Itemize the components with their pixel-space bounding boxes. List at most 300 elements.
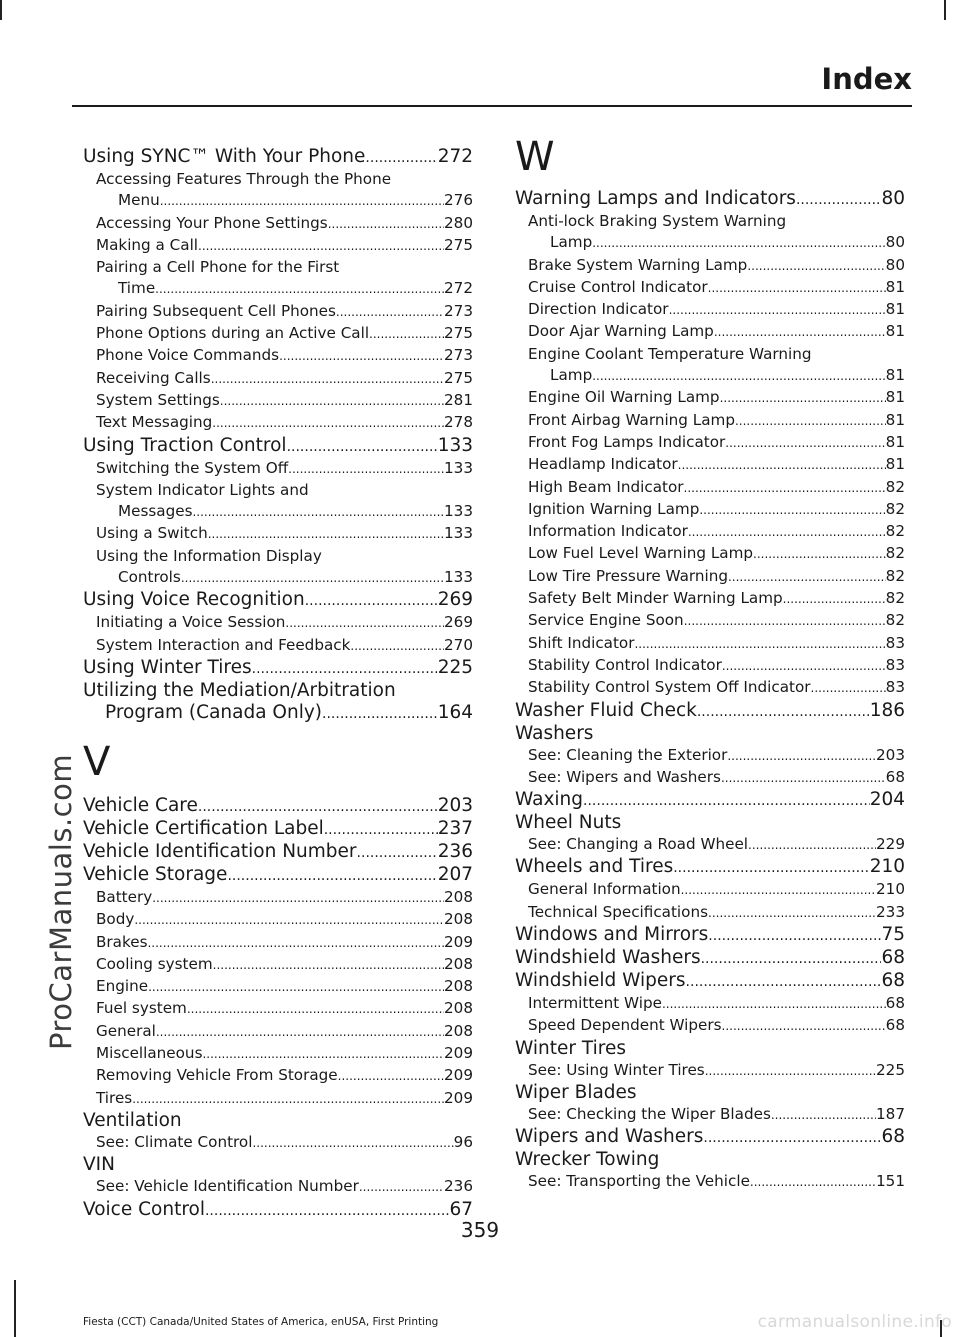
index-subentry — [83, 1043, 473, 1065]
entry-text: Direction Indicator — [528, 300, 669, 319]
leader-dots — [747, 256, 885, 277]
entry-text: Wipers and Washers — [515, 1126, 704, 1148]
index-subentry — [83, 169, 473, 213]
index-entry — [83, 657, 473, 680]
entry-text-line1: System Indicator Lights and — [96, 480, 309, 499]
index-subentry — [515, 521, 905, 543]
entry-text: Low Tire Pressure Warning — [528, 566, 728, 585]
index-entry — [83, 818, 473, 841]
entry-text: Shift Indicator — [528, 633, 635, 652]
index-subentry — [515, 1171, 905, 1193]
leader-dots — [192, 502, 444, 523]
entry-page: 225 — [437, 656, 473, 678]
leader-dots — [701, 948, 882, 970]
leader-dots — [688, 522, 886, 543]
index-subentry — [515, 211, 905, 255]
entry-text: Speed Dependent Wipers — [528, 1016, 722, 1035]
index-subentry — [515, 432, 905, 454]
entry-text: Ignition Warning Lamp — [528, 499, 700, 518]
entry-page: 81 — [885, 322, 905, 341]
entry-text: Stability Control Indicator — [528, 655, 722, 674]
entry-page: 225 — [876, 1060, 905, 1079]
leader-dots — [681, 880, 876, 901]
entry-text-line2 — [83, 567, 473, 589]
entry-page: 68 — [881, 947, 905, 969]
entry-page: 275 — [444, 235, 473, 254]
leader-dots — [722, 1016, 886, 1037]
entry-page: 68 — [885, 1016, 905, 1035]
leader-dots — [703, 1127, 881, 1149]
leader-dots — [783, 589, 886, 610]
entry-text: Using a Switch — [96, 524, 208, 543]
leader-dots — [721, 768, 886, 789]
entry-text: General Information — [528, 880, 681, 899]
entry-text: Switching the System Off — [96, 458, 289, 477]
entry-page: 81 — [885, 300, 905, 319]
leader-dots — [708, 903, 876, 924]
index-entry — [83, 864, 473, 887]
entry-text: Initiating a Voice Session — [96, 613, 286, 632]
entry-page: 209 — [444, 1066, 473, 1085]
index-subentry — [83, 612, 473, 634]
entry-text-line2 — [515, 232, 905, 254]
entry-text-line1: Using the Information Display — [96, 546, 322, 565]
entry-page: 273 — [444, 301, 473, 320]
entry-text: Tires — [96, 1088, 133, 1107]
leader-dots — [750, 1172, 876, 1193]
index-subentry — [515, 277, 905, 299]
entry-page: 233 — [876, 902, 905, 921]
entry-page: 269 — [437, 589, 473, 611]
leader-dots — [187, 999, 444, 1020]
index-entry — [83, 146, 473, 169]
entry-text: Using Voice Recognition — [83, 589, 305, 611]
entry-text: Technical Specifications — [528, 902, 708, 921]
entry-text: See: Changing a Road Wheel — [528, 835, 749, 854]
entry-text: Brake System Warning Lamp — [528, 255, 748, 274]
entry-text-line2 — [83, 278, 473, 300]
index-entry — [515, 856, 905, 879]
entry-page: 133 — [444, 458, 473, 477]
entry-page: 82 — [885, 522, 905, 541]
entry-text: Miscellaneous — [96, 1044, 203, 1063]
leader-dots — [220, 391, 444, 412]
leader-dots — [148, 977, 444, 998]
entry-page: 210 — [876, 880, 905, 899]
leader-dots — [288, 459, 444, 480]
index-subentry — [83, 976, 473, 998]
entry-text: Text Messaging — [96, 413, 213, 432]
index-subentry — [515, 993, 905, 1015]
leader-dots — [592, 366, 885, 387]
entry-page: 208 — [444, 954, 473, 973]
index-subentry — [83, 235, 473, 257]
leader-dots — [156, 1022, 444, 1043]
leader-dots — [684, 478, 886, 499]
entry-page: 269 — [444, 613, 473, 632]
entry-page: 203 — [437, 794, 473, 816]
entry-text: Waxing — [515, 789, 584, 811]
leader-dots — [583, 790, 870, 812]
entry-page: 81 — [885, 432, 905, 451]
index-subentry — [83, 954, 473, 976]
index-subentry — [515, 255, 905, 277]
entry-page: 273 — [444, 346, 473, 365]
entry-text: Phone Options during an Active Call — [96, 324, 370, 343]
entry-text: Engine — [96, 977, 149, 996]
index-subentry — [515, 633, 905, 655]
entry-page: 164 — [437, 701, 473, 723]
entry-text: See: Using Winter Tires — [528, 1060, 705, 1079]
entry-text: General — [96, 1021, 156, 1040]
entry-page: 82 — [885, 611, 905, 630]
index-subentry — [515, 745, 905, 767]
index-subentry — [515, 1104, 905, 1126]
entry-text: Vehicle Identification Number — [83, 840, 357, 862]
entry-text: Removing Vehicle From Storage — [96, 1066, 338, 1085]
entry-text: Windshield Wipers — [515, 970, 686, 992]
index-heading: Washers — [515, 722, 594, 744]
leader-dots — [287, 436, 438, 458]
entry-text: See: Climate Control — [96, 1132, 253, 1151]
index-column-left — [83, 146, 473, 1222]
index-subentry — [515, 454, 905, 476]
entry-text: Front Fog Lamps Indicator — [528, 432, 726, 451]
leader-dots — [147, 933, 444, 954]
entry-text: Using Winter Tires — [83, 656, 252, 678]
index-subentry — [515, 588, 905, 610]
entry-page: 186 — [869, 699, 905, 721]
entry-text: Wheels and Tires — [515, 856, 674, 878]
index-subentry — [83, 368, 473, 390]
index-subentry — [83, 301, 473, 323]
index-entry — [83, 589, 473, 612]
entry-text: Safety Belt Minder Warning Lamp — [528, 589, 783, 608]
entry-page: 236 — [437, 840, 473, 862]
entry-page: 83 — [885, 678, 905, 697]
index-subentry — [515, 1060, 905, 1082]
entry-text: Phone Voice Commands — [96, 346, 280, 365]
leader-dots — [338, 1066, 444, 1087]
entry-text-line1: Utilizing the Mediation/Arbitration — [83, 679, 396, 701]
index-subentry — [83, 1176, 473, 1198]
entry-text: Time — [118, 279, 156, 298]
entry-page: 208 — [444, 977, 473, 996]
entry-text: See: Wipers and Washers — [528, 767, 721, 786]
index-subentry — [515, 767, 905, 789]
leader-dots — [748, 835, 876, 856]
leader-dots — [212, 413, 444, 434]
index-column-right — [515, 134, 905, 1194]
page-number: 359 — [460, 1218, 500, 1242]
entry-text: Program (Canada Only) — [105, 701, 323, 723]
index-subentry — [83, 887, 473, 909]
index-heading: Wrecker Towing — [515, 1149, 660, 1171]
index-entry — [515, 947, 905, 970]
leader-dots — [669, 300, 886, 321]
entry-text: Warning Lamps and Indicators — [515, 188, 796, 209]
index-subentry — [83, 345, 473, 367]
entry-page: 237 — [437, 817, 473, 839]
entry-page: 208 — [444, 999, 473, 1018]
entry-page: 83 — [885, 655, 905, 674]
leader-dots — [208, 524, 444, 545]
entry-page: 208 — [444, 887, 473, 906]
entry-text: Using Traction Control — [83, 434, 287, 456]
leader-dots — [708, 278, 886, 299]
leader-dots — [678, 455, 886, 476]
entry-text: Information Indicator — [528, 522, 688, 541]
index-subentry — [515, 477, 905, 499]
entry-page: 276 — [444, 191, 473, 210]
entry-page: 67 — [449, 1198, 473, 1220]
leader-dots — [305, 590, 438, 612]
index-subentry — [515, 499, 905, 521]
entry-text: Headlamp Indicator — [528, 455, 678, 474]
index-subentry — [83, 635, 473, 657]
index-entry — [515, 700, 905, 723]
entry-page: 270 — [444, 635, 473, 654]
index-heading: VIN — [83, 1154, 115, 1176]
entry-page: 81 — [885, 366, 905, 385]
index-subentry — [83, 1021, 473, 1043]
leader-dots — [673, 857, 869, 879]
leader-dots — [771, 1105, 876, 1126]
entry-text: Accessing Your Phone Settings — [96, 213, 328, 232]
sidebar-site-text: ProCarManuals.com — [44, 753, 78, 1050]
entry-text-line2 — [83, 190, 473, 212]
entry-page: 75 — [881, 924, 905, 946]
entry-text: Fuel system — [96, 999, 187, 1018]
leader-dots — [134, 910, 444, 931]
leader-dots — [727, 746, 876, 767]
entry-page: 278 — [444, 413, 473, 432]
leader-dots — [735, 411, 886, 432]
index-subentry — [83, 213, 473, 235]
entry-text-line2 — [515, 365, 905, 387]
entry-page: 82 — [885, 566, 905, 585]
entry-text: See: Vehicle Identification Number — [96, 1177, 359, 1196]
entry-page: 82 — [885, 589, 905, 608]
leader-dots — [279, 346, 444, 367]
entry-page: 209 — [444, 1088, 473, 1107]
index-entry — [83, 680, 473, 725]
index-subentry — [515, 902, 905, 924]
leader-dots — [285, 613, 444, 634]
entry-text: Using SYNC™ With Your Phone — [83, 146, 366, 167]
index-subentry — [515, 655, 905, 677]
header-divider — [72, 105, 912, 107]
index-entry — [515, 970, 905, 993]
index-subentry — [83, 458, 473, 480]
entry-text: System Interaction and Feedback — [96, 635, 351, 654]
index-subentry — [83, 257, 473, 301]
entry-page: 281 — [444, 390, 473, 409]
entry-page: 207 — [437, 863, 473, 885]
leader-dots — [699, 500, 885, 521]
index-subentry — [83, 480, 473, 524]
entry-page: 275 — [444, 324, 473, 343]
index-subentry — [83, 1132, 473, 1154]
entry-text: High Beam Indicator — [528, 477, 684, 496]
leader-dots — [725, 433, 885, 454]
index-heading: Ventilation — [83, 1109, 182, 1131]
entry-text: Voice Control — [83, 1198, 205, 1220]
leader-dots — [198, 236, 444, 257]
leader-dots — [365, 147, 437, 169]
entry-page: 82 — [885, 499, 905, 518]
entry-page: 280 — [444, 213, 473, 232]
index-heading: Wheel Nuts — [515, 812, 622, 834]
leader-dots — [796, 189, 882, 211]
leader-dots — [252, 1133, 453, 1154]
leader-dots — [728, 567, 886, 588]
entry-text: Receiving Calls — [96, 368, 211, 387]
leader-dots — [705, 1061, 876, 1082]
index-entry — [515, 188, 905, 211]
leader-dots — [198, 796, 438, 818]
entry-page: 68 — [885, 767, 905, 786]
entry-text-line1: Anti-lock Braking System Warning — [528, 212, 787, 230]
sidebar-watermark — [0, 0, 78, 1337]
entry-text: Controls — [118, 568, 181, 587]
entry-text: Door Ajar Warning Lamp — [528, 322, 714, 341]
entry-page: 187 — [876, 1104, 905, 1123]
index-subentry — [515, 1015, 905, 1037]
entry-page: 81 — [885, 455, 905, 474]
entry-text: Body — [96, 910, 135, 929]
entry-page: 83 — [885, 633, 905, 652]
leader-dots — [227, 865, 437, 887]
index-subentry — [83, 998, 473, 1020]
leader-dots — [592, 233, 885, 254]
leader-dots — [714, 322, 886, 343]
leader-dots — [359, 1177, 444, 1198]
entry-page: 82 — [885, 477, 905, 496]
index-subentry — [83, 546, 473, 590]
entry-page: 208 — [444, 1021, 473, 1040]
index-subentry — [515, 299, 905, 321]
entry-page: 81 — [885, 277, 905, 296]
leader-dots — [252, 658, 438, 680]
leader-dots — [132, 1089, 444, 1110]
footer-text: Fiesta (CCT) Canada/United States of America, enUSA, First Printing — [83, 1316, 439, 1328]
entry-page: 209 — [444, 1044, 473, 1063]
leader-dots — [634, 634, 885, 655]
entry-text-line1: Accessing Features Through the Phone — [96, 170, 392, 188]
entry-text: Battery — [96, 887, 153, 906]
index-subentry — [83, 1065, 473, 1087]
leader-dots — [202, 1044, 444, 1065]
entry-page: 133 — [444, 524, 473, 543]
leader-dots — [350, 636, 444, 657]
entry-page: 204 — [869, 789, 905, 811]
leader-dots — [684, 611, 886, 632]
index-entry — [83, 435, 473, 458]
crop-mark-top-right — [944, 0, 946, 20]
index-subentry — [515, 321, 905, 343]
index-subentry — [515, 834, 905, 856]
index-entry — [515, 1126, 905, 1149]
entry-page: 96 — [453, 1132, 473, 1151]
entry-text: Low Fuel Level Warning Lamp — [528, 544, 754, 563]
leader-dots — [708, 925, 881, 947]
entry-page: 133 — [444, 568, 473, 587]
entry-text-line2 — [83, 702, 473, 725]
entry-page: 80 — [885, 233, 905, 252]
section-letter: V — [83, 738, 111, 785]
index-subentry — [515, 566, 905, 588]
leader-dots — [369, 324, 444, 345]
entry-text: Lamp — [550, 233, 593, 252]
entry-text: Menu — [118, 191, 160, 210]
entry-text: Cooling system — [96, 954, 213, 973]
entry-page: 81 — [885, 388, 905, 407]
entry-text: Vehicle Care — [83, 794, 198, 816]
entry-page: 203 — [876, 745, 905, 764]
leader-dots — [697, 701, 870, 723]
entry-text-line1: Pairing a Cell Phone for the First — [96, 258, 340, 277]
entry-text: Messages — [118, 502, 193, 521]
entry-text: Cruise Control Indicator — [528, 277, 708, 296]
entry-page: 81 — [885, 410, 905, 429]
entry-page: 236 — [444, 1177, 473, 1196]
leader-dots — [155, 279, 444, 300]
entry-text: Vehicle Certification Label — [83, 817, 324, 839]
index-subentry — [515, 677, 905, 699]
entry-text: Windows and Mirrors — [515, 924, 709, 946]
entry-text: Washer Fluid Check — [515, 699, 697, 721]
leader-dots — [662, 994, 886, 1015]
entry-text: System Settings — [96, 390, 220, 409]
entry-page: 209 — [444, 932, 473, 951]
leader-dots — [722, 656, 886, 677]
index-subentry — [515, 387, 905, 409]
entry-text: Lamp — [550, 366, 593, 385]
entry-text: Making a Call — [96, 235, 199, 254]
index-subentry — [515, 543, 905, 565]
entry-page: 275 — [444, 368, 473, 387]
page-title: Index — [821, 62, 912, 96]
entry-page: 272 — [437, 146, 473, 167]
leader-dots — [336, 302, 444, 323]
entry-text: See: Transporting the Vehicle — [528, 1172, 750, 1191]
index-subentry — [515, 879, 905, 901]
index-subentry — [83, 412, 473, 434]
entry-page: 68 — [881, 970, 905, 992]
leader-dots — [213, 955, 444, 976]
index-subentry — [83, 323, 473, 345]
index-subentry — [83, 1088, 473, 1110]
entry-text: Engine Oil Warning Lamp — [528, 388, 720, 407]
entry-text: Service Engine Soon — [528, 611, 684, 630]
index-entry — [515, 924, 905, 947]
section-letter: W — [515, 134, 555, 180]
leader-dots — [211, 369, 444, 390]
entry-page: 208 — [444, 910, 473, 929]
entry-text: Stability Control System Off Indicator — [528, 678, 811, 697]
index-heading: Winter Tires — [515, 1037, 626, 1059]
leader-dots — [160, 191, 444, 212]
index-subentry — [515, 410, 905, 432]
index-entry — [83, 795, 473, 818]
leader-dots — [357, 842, 438, 864]
entry-text: See: Checking the Wiper Blades — [528, 1104, 771, 1123]
leader-dots — [181, 568, 444, 589]
entry-text: Brakes — [96, 932, 148, 951]
index-subentry — [515, 344, 905, 388]
entry-page: 151 — [876, 1172, 905, 1191]
